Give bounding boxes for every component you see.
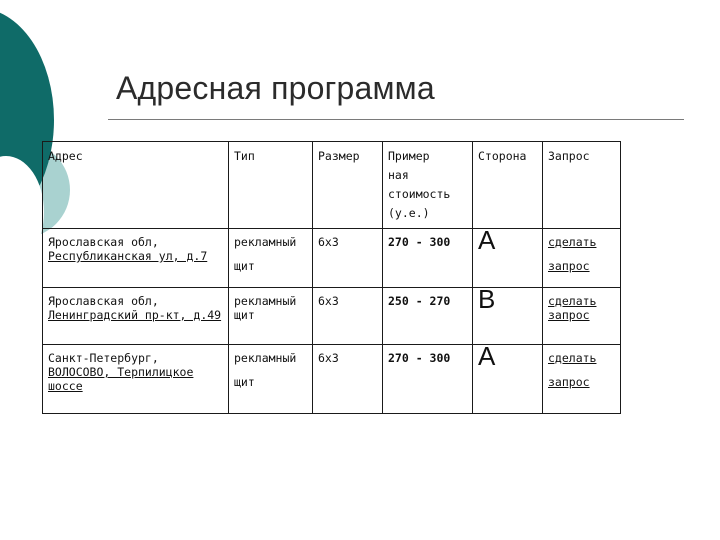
size-cell: 6х3 (313, 288, 383, 345)
address-region: Ярославская обл, (48, 294, 159, 308)
address-link[interactable]: Республиканская ул, д.7 (48, 249, 208, 263)
request-link-line1[interactable]: сделать (548, 235, 597, 249)
header-address: Адрес (43, 142, 229, 229)
request-cell (543, 229, 621, 288)
cost-cell: 250 - 270 (383, 288, 473, 345)
header-cost-line2: ная (388, 168, 409, 182)
header-type: Тип (229, 142, 313, 229)
cost-cell: 270 - 300 (383, 345, 473, 414)
type-line2: щит (234, 308, 255, 322)
address-link[interactable]: ВОЛОСОВО, Терпилицкое (48, 365, 194, 379)
request-link-line1[interactable]: сделать (548, 351, 597, 365)
title-divider (108, 119, 684, 120)
page-title: Адресная программа (116, 70, 435, 106)
type-cell (229, 288, 313, 345)
address-table (42, 141, 621, 414)
header-request: Запрос (543, 142, 621, 229)
address-cell (43, 229, 229, 288)
type-line2: щит (234, 375, 255, 389)
side-cell: A (473, 345, 543, 414)
type-line1: рекламный (234, 235, 297, 249)
header-cost-line3: стоимость (388, 187, 451, 201)
header-cost-line1: Пример (388, 149, 430, 163)
request-cell (543, 345, 621, 414)
request-link-line2[interactable]: запрос (548, 259, 590, 273)
size-cell: 6х3 (313, 229, 383, 288)
request-link-line1[interactable]: сделать (548, 294, 597, 308)
header-side: Сторона (473, 142, 543, 229)
address-link-cont[interactable]: шоссе (48, 379, 83, 393)
table-header-row (43, 142, 621, 229)
address-cell (43, 288, 229, 345)
header-cost-line4: (у.е.) (388, 206, 430, 220)
cost-cell: 270 - 300 (383, 229, 473, 288)
side-cell: B (473, 288, 543, 345)
address-cell (43, 345, 229, 414)
address-link[interactable]: Ленинградский пр-кт, д.49 (48, 308, 222, 322)
type-line1: рекламный (234, 294, 297, 308)
table-row (43, 229, 621, 288)
request-link-line2[interactable]: запрос (548, 308, 590, 322)
type-cell (229, 345, 313, 414)
type-line2: щит (234, 259, 255, 273)
request-cell (543, 288, 621, 345)
table-row (43, 288, 621, 345)
header-cost (383, 142, 473, 229)
type-line1: рекламный (234, 351, 297, 365)
request-link-line2[interactable]: запрос (548, 375, 590, 389)
size-cell: 6х3 (313, 345, 383, 414)
type-cell (229, 229, 313, 288)
address-region: Ярославская обл, (48, 235, 159, 249)
address-region: Санкт-Петербург, (48, 351, 159, 365)
table-row (43, 345, 621, 414)
side-cell: A (473, 229, 543, 288)
header-size: Размер (313, 142, 383, 229)
